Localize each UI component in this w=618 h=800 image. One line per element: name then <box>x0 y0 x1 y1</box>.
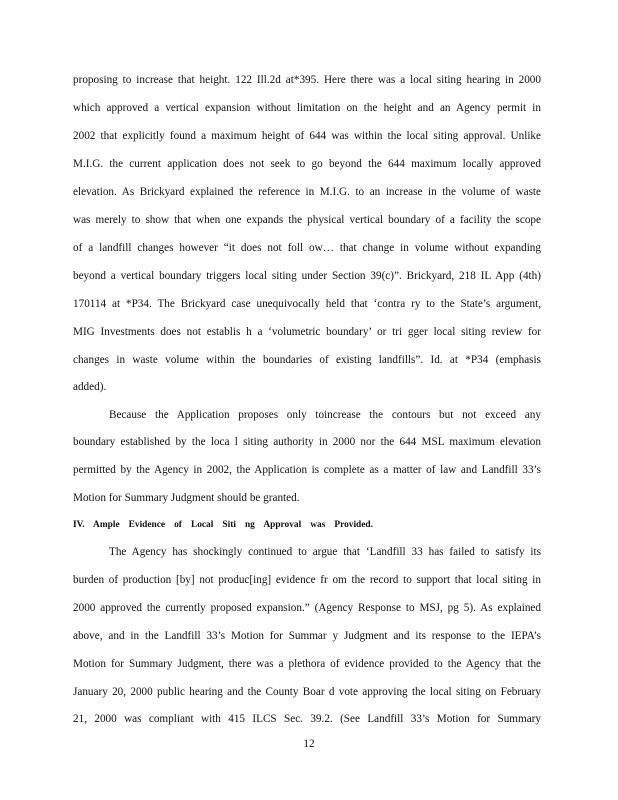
text-line: above, and in the Landfill 33’s Motion for Summar y Judgment and its response to the IEPA’s <box>73 630 541 642</box>
text-line: January 20, 2000 public hearing and the County Boar d vote approving the local siting on February <box>73 686 541 698</box>
text-line: proposing to increase that height. 122 Ill.2d at*395. Here there was a local siting hearing in 2000 <box>73 74 541 86</box>
text-line: Motion for Summary Judgment should be granted. <box>73 492 300 504</box>
paragraph-first-line: The Agency has shockingly continued to argue that ‘Landfill 33 has failed to satisfy its <box>109 546 541 558</box>
text-line: 2000 approved the currently proposed expansion.” (Agency Response to MSJ, pg 5). As explained <box>73 602 541 614</box>
section-heading: IV. Ample Evidence of Local Siti ng Approval was Provided. <box>73 520 373 530</box>
text-line: of a landfill changes however “it does not foll ow… that change in volume without expanding <box>73 242 541 254</box>
text-line: permitted by the Agency in 2002, the Application is complete as a matter of law and Landfill 33’s <box>73 464 541 476</box>
text-line: Motion for Summary Judgment, there was a plethora of evidence provided to the Agency that the <box>73 658 541 670</box>
text-line: was merely to show that when one expands the physical vertical boundary of a facility the scope <box>73 214 541 226</box>
text-line: beyond a vertical boundary triggers local siting under Section 39(c)”. Brickyard, 218 IL App (4th) <box>73 270 541 282</box>
text-line: which approved a vertical expansion without limitation on the height and an Agency permit in <box>73 102 541 114</box>
text-line: 21, 2000 was compliant with 415 ILCS Sec. 39.2. (See Landfill 33’s Motion for Summary <box>73 713 541 725</box>
text-line: MIG Investments does not establis h a ‘volumetric boundary’ or tri gger local siting review for <box>73 326 541 338</box>
text-line: 170114 at *P34. The Brickyard case unequivocally held that ‘contra ry to the State’s argument, <box>73 298 541 310</box>
text-line: 2002 that explicitly found a maximum height of 644 was within the local siting approval. Unlike <box>73 130 541 142</box>
text-line: burden of production [by] not produc[ing] evidence fr om the record to support that local siting in <box>73 574 541 586</box>
text-line: elevation. As Brickyard explained the reference in M.I.G. to an increase in the volume of waste <box>73 186 541 198</box>
text-line: added). <box>73 381 107 393</box>
text-line: boundary established by the loca l siting authority in 2000 nor the 644 MSL maximum elevation <box>73 436 541 448</box>
paragraph-first-line: Because the Application proposes only toincrease the contours but not exceed any <box>109 409 541 421</box>
text-line: M.I.G. the current application does not seek to go beyond the 644 maximum locally approved <box>73 158 541 170</box>
text-line: changes in waste volume within the boundaries of existing landfills”. Id. at *P34 (emphasis <box>73 354 541 366</box>
page-number: 12 <box>303 738 315 750</box>
